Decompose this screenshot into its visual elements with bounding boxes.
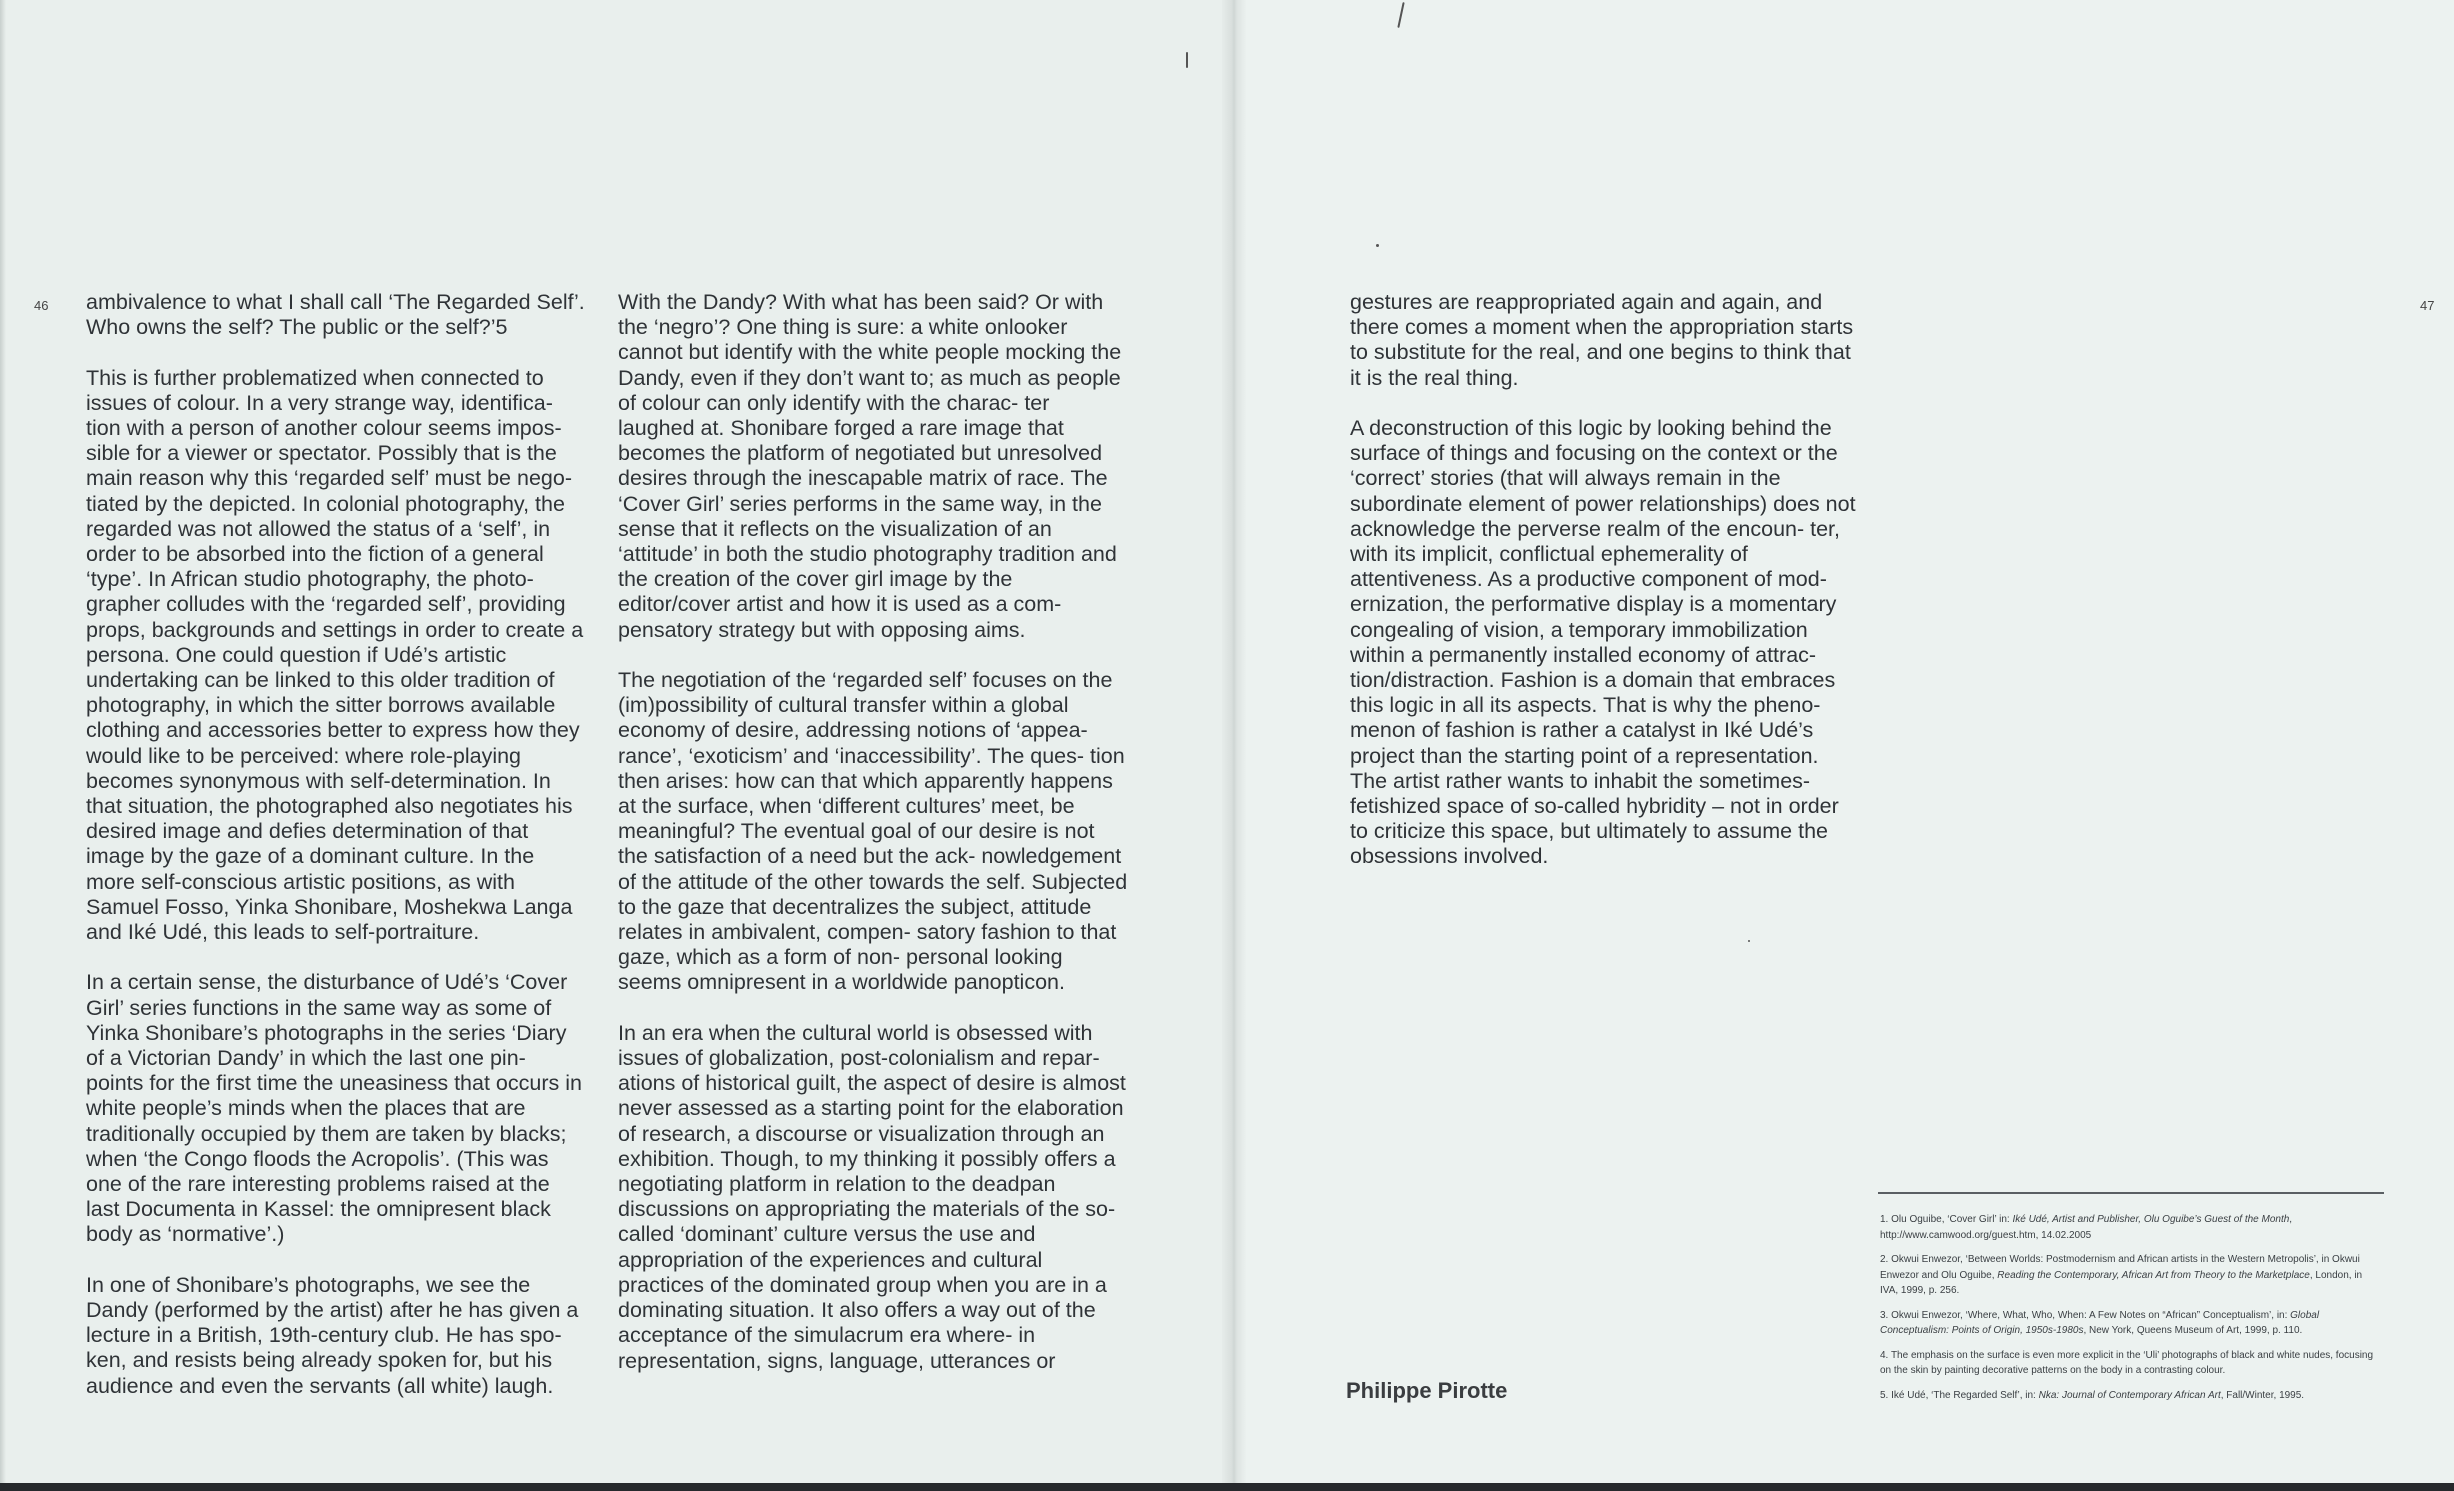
text-column-3	[1350, 290, 1858, 895]
paragraph: In one of Shonibare’s photographs, we see the Dandy (performed by the artist) after he has given a lecture in a British, 19th-century club. He has spo- ken, and resists being already spoken for, but his audience and even the servants (all white) laugh.	[86, 1272, 579, 1398]
author-name: Philippe Pirotte	[1346, 1378, 1508, 1403]
book-gutter	[1222, 0, 1246, 1491]
paragraph: A deconstruction of this logic by looking behind the surface of things and focusing on the context or the ‘correct’ stories (that will always remain in the subordinate element of power relationships) does not acknowledge the perverse realm of the encoun- ter, with its implicit, conflictual ephemerality of attentiveness. As a productive component of mod- ernization, the performative display is a momentary congealing of vision, a temporary immobilization within a permanently installed economy of attrac- tion/distraction. Fashion is a domain that embraces this logic in all its aspects. That is why the pheno- menon of fashion is rather a catalyst in Iké Udé’s project than the starting point of a representation. The artist rather wants to inhabit the sometimes- fetishized space of so-called hybridity – not in order to criticize this space, but ultimately to assume the obsessions involved.	[1350, 416, 1856, 869]
footnotes	[1880, 1212, 2380, 1412]
paragraph: This is further problematized when connected to issues of colour. In a very strange way, identifica- tion with a person of another colour seems impos- sible for a viewer or spectator. Possibly that is the main reason why this ‘regarded self’ must be nego- tiated by the depicted. In colonial photography, the regarded was not allowed the status of a ‘self’, in order to be absorbed into the fiction of a general ‘type’. In African studio photography, the photo- grapher colludes with the ‘regarded self’, providing props, backgrounds and settings in order to create a persona. One could question if Udé’s artistic undertaking can be linked to this older tradition of photography, in which the sitter borrows available clothing and accessories better to express how they would like to be perceived: where role-playing becomes synonymous with self-determination. In that situation, the photographed also negotiates his desired image and defies determination of that image by the gaze of a dominant culture. In the more self-conscious artistic positions, as with Samuel Fosso, Yinka Shonibare, Moshekwa Langa and Iké Udé, this leads to self-portraiture.	[86, 365, 584, 945]
footnote-divider	[1878, 1192, 2384, 1194]
paragraph: In an era when the cultural world is obsessed with issues of globalization, post-colonialism and repar- ations of historical guilt, the aspect of desire is almost never assessed as a starting point for the elaboration of research, a discourse or visualization through an exhibition. Though, to my thinking it possibly offers a negotiating platform in relation to the deadpan discussions on appropriating the materials of the so-called ‘dominant’ culture versus the use and appropriation of the experiences and cultural practices of the dominated group when you are in a dominating situation. It also offers a way out of the acceptance of the simulacrum era where- in representation, signs, language, utterances or	[618, 1020, 1126, 1373]
page-bottom-edge	[0, 1483, 2454, 1491]
page-number-left: 46	[34, 298, 49, 313]
paragraph: The negotiation of the ‘regarded self’ focuses on the (im)possibility of cultural transfer within a global economy of desire, addressing notions of ‘appea- rance’, ‘exoticism’ and ‘inaccessibility’. The ques- tion then arises: how can that which apparently happens at the surface, when ‘different cultures’ meet, be meaningful? The eventual goal of our desire is not the satisfaction of a need but the ack- nowledgement of the attitude of the other towards the self. Subjected to the gaze that decentralizes the subject, attitude relates in ambivalent, compen- satory fashion to that gaze, which as a form of non- personal looking seems omnipresent in a worldwide panopticon.	[618, 668, 1128, 995]
paragraph: With the Dandy? With what has been said? Or with the ‘negro’? One thing is sure: a white onlooker cannot but identify with the white people mocking the Dandy, even if they don’t want to; as much as people of colour can only identify with the charac- ter laughed at. Shonibare forged a rare image that becomes the platform of negotiated but unresolved desires through the inescapable matrix of race. The ‘Cover Girl’ series performs in the same way, in the sense that it reflects on the visualization of an ‘attitude’ in both the studio photography tradition and the creation of the cover girl image by the editor/cover artist and how it is used as a com- pensatory strategy but with opposing aims.	[618, 290, 1122, 642]
footnote: 4. The emphasis on the surface is even more explicit in the ‘Uli’ photographs of black and white nudes, focusing on the skin by painting decorative patterns on the body in a contrasting colour.	[1880, 1349, 2374, 1376]
page-number-right: 47	[2420, 298, 2435, 313]
text-column-1	[86, 290, 588, 1424]
footnote: 2. Okwui Enwezor, ‘Between Worlds: Postmodernism and African artists in the Western Metropolis’, in Okwui Enwezor and Olu Oguibe, Reading the Contemporary, African Art from Theory to the Marketplace, London, in IVA, 1999, p. 256.	[1880, 1254, 2363, 1296]
footnote: 3. Okwui Enwezor, ‘Where, What, Who, When: A Few Notes on “African” Conceptualism’, in: Global Conceptualism: Points of Origin, 1950s-1980s, New York, Queens Museum of Art, 1999, p. 110.	[1880, 1309, 2320, 1336]
paragraph: gestures are reappropriated again and again, and there comes a moment when the appropriation starts to substitute for the real, and one begins to think that it is the real thing.	[1350, 290, 1854, 390]
paragraph: ambivalence to what I shall call ‘The Regarded Self’. Who owns the self? The public or the self?’5	[86, 290, 585, 340]
paper-speck	[1186, 52, 1188, 68]
footnote: 5. Iké Udé, ‘The Regarded Self’, in: Nka: Journal of Contemporary African Art, Fall/Winter, 1995.	[1880, 1389, 2305, 1401]
footnote: 1. Olu Oguibe, ‘Cover Girl’ in: Iké Udé, Artist and Publisher, Olu Oguibe’s Guest of the Month, http://www.camwood.org/guest.htm, 14.02.2005	[1880, 1214, 2293, 1241]
paragraph: In a certain sense, the disturbance of Udé’s ‘Cover Girl’ series functions in the same way as some of Yinka Shonibare’s photographs in the series ‘Diary of a Victorian Dandy’ in which the last one pin- points for the first time the uneasiness that occurs in white people’s minds when the places that are traditionally occupied by them are taken by blacks; when ‘the Congo floods the Acropolis’. (This was one of the rare interesting problems raised at the last Documenta in Kassel: the omnipresent black body as ‘normative’.)	[86, 970, 582, 1247]
page-edge	[0, 0, 6, 1491]
text-column-2	[618, 290, 1128, 1399]
paper-speck	[1748, 940, 1750, 942]
paper-speck	[1376, 244, 1379, 247]
